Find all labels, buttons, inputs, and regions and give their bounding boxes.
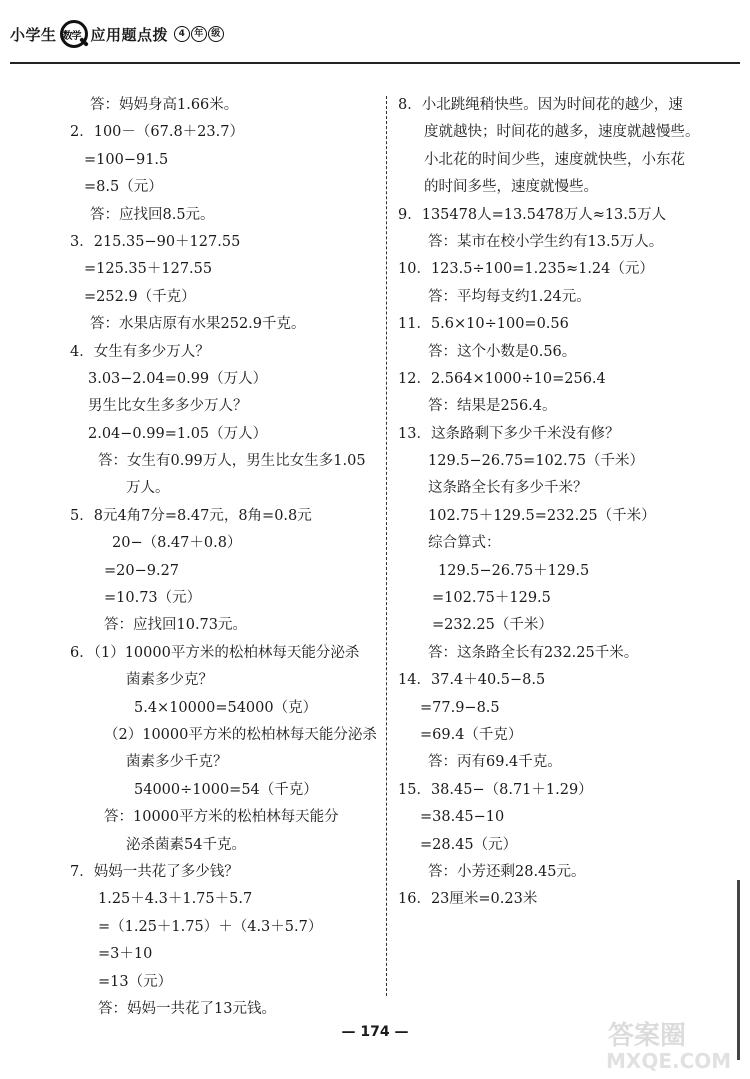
text-line: 答：妈妈身高1.66米。: [90, 97, 239, 113]
text-line: 答：女生有0.99万人，男生比女生多1.05: [98, 453, 366, 470]
text-line: 9．135478人=13.5478万人≈13.5万人: [398, 206, 667, 223]
grade-badge: [174, 26, 225, 42]
watermark-icon: [600, 1012, 740, 1074]
text-line: 4．女生有多少万人？: [70, 343, 210, 360]
text-line: 5.4×10000=54000（克）: [134, 699, 318, 716]
text-line: 答：平均每支约1.24元。: [428, 288, 591, 305]
text-line: 129.5−26.75=102.75（千米）: [428, 453, 645, 470]
text-line: 15．38.45−（8.71＋1.29）: [398, 781, 593, 798]
text-line: 5．8元4角7分=8.47元，8角=0.8元: [70, 507, 312, 524]
text-line: 度就越快；时间花的越多，速度就越慢些。: [424, 124, 700, 141]
text-line: =232.25（千米）: [432, 617, 553, 634]
text-line: 答：妈妈一共花了13元钱。: [98, 1000, 276, 1017]
text-line: 答：丙有69.4千克。: [428, 754, 562, 771]
text-line: 答：小芳还剩28.45元。: [428, 863, 586, 880]
text-line: 男生比女生多多少万人？: [88, 398, 248, 415]
header-rule: [10, 62, 740, 64]
text-line: 20−（8.47＋0.8）: [112, 535, 242, 552]
text-line: 8．小北跳绳稍快些。因为时间花的越少，速: [398, 97, 683, 113]
text-line: 11．5.6×10÷100=0.56: [398, 316, 569, 333]
text-line: 泌杀菌素54千克。: [126, 836, 246, 853]
text-line: 综合算式：: [428, 535, 501, 552]
column-divider: [386, 96, 387, 996]
watermark-line1: 答案圈: [608, 1021, 687, 1051]
text-line: 万人。: [126, 480, 170, 497]
text-line: =125.35＋127.55: [84, 261, 213, 278]
right-column: [398, 92, 718, 914]
text-line: 答：某市在校小学生约有13.5万人。: [428, 233, 664, 250]
text-line: 这条路全长有多少千米？: [428, 480, 588, 497]
text-line: 答：水果店原有水果252.9千克。: [90, 316, 306, 333]
grade-char-2: 年: [191, 26, 207, 42]
text-line: =10.73（元）: [104, 590, 202, 607]
grade-char-3: 级: [208, 26, 224, 42]
text-line: 12．2.564×1000÷10=256.4: [398, 370, 606, 387]
text-line: 的时间多些，速度就慢些。: [424, 179, 598, 196]
text-line: 3．215.35−90＋127.55: [70, 233, 241, 250]
text-line: 54000÷1000=54（千克）: [134, 781, 318, 798]
grade-char-1: 4: [174, 26, 190, 42]
left-column: [60, 92, 378, 1023]
text-line: =102.75＋129.5: [432, 590, 551, 607]
text-line: 13．这条路剩下多少千米没有修？: [398, 425, 620, 442]
text-line: 答：这个小数是0.56。: [428, 343, 577, 360]
text-line: =38.45−10: [420, 809, 505, 826]
text-line: 6．（1）10000平方米的松柏林每天能分泌杀: [70, 644, 360, 661]
watermark-logo: [600, 1012, 740, 1074]
text-line: =20−9.27: [104, 562, 180, 579]
text-line: 菌素多少千克？: [126, 754, 228, 771]
text-line: 答：10000平方米的松柏林每天能分: [104, 809, 339, 826]
text-line: =3＋10: [98, 946, 153, 963]
page-number: — 174 —: [341, 1024, 409, 1040]
text-line: =252.9（千克）: [84, 288, 196, 305]
text-line: 答：应找回10.73元。: [104, 617, 248, 634]
text-line: 3.03−2.04=0.99（万人）: [88, 370, 268, 387]
text-line: 小北花的时间少些，速度就快些，小东花: [424, 151, 685, 168]
page-header: [10, 14, 310, 54]
text-line: 2.04−0.99=1.05（万人）: [88, 425, 268, 442]
text-line: 7．妈妈一共花了多少钱？: [70, 863, 239, 880]
text-line: =69.4（千克）: [420, 726, 523, 743]
text-line: 答：应找回8.5元。: [90, 206, 215, 223]
text-line: 菌素多少克？: [126, 672, 213, 689]
title-prefix: 小学生: [10, 25, 57, 44]
text-line: 14．37.4＋40.5−8.5: [398, 672, 546, 689]
watermark-line2: MXQE.COM: [606, 1049, 732, 1073]
text-line: =（1.25＋1.75）＋（4.3＋5.7）: [98, 918, 323, 935]
text-line: 答：结果是256.4。: [428, 398, 557, 415]
text-line: 2．100－（67.8＋23.7）: [70, 124, 244, 141]
text-line: 129.5−26.75＋129.5: [438, 562, 590, 579]
text-line: （2）10000平方米的松柏林每天能分泌杀: [104, 726, 377, 743]
text-line: 答：这条路全长有232.25千米。: [428, 644, 639, 661]
magnifier-icon: [59, 19, 89, 49]
book-title: [10, 19, 225, 49]
text-line: =77.9−8.5: [420, 699, 500, 716]
title-suffix: 应用题点拨: [90, 25, 169, 44]
text-line: =8.5（元）: [84, 179, 163, 196]
text-line: 10．123.5÷100=1.235≈1.24（元）: [398, 261, 654, 278]
text-line: 16．23厘米=0.23米: [398, 891, 538, 908]
text-line: =100−91.5: [84, 151, 169, 168]
text-line: 1.25＋4.3＋1.75＋5.7: [98, 891, 253, 908]
magnifier-text: 数学: [62, 31, 81, 42]
text-line: 102.75＋129.5=232.25（千米）: [428, 507, 656, 524]
text-line: =13（元）: [98, 973, 173, 990]
text-line: =28.45（元）: [420, 836, 518, 853]
